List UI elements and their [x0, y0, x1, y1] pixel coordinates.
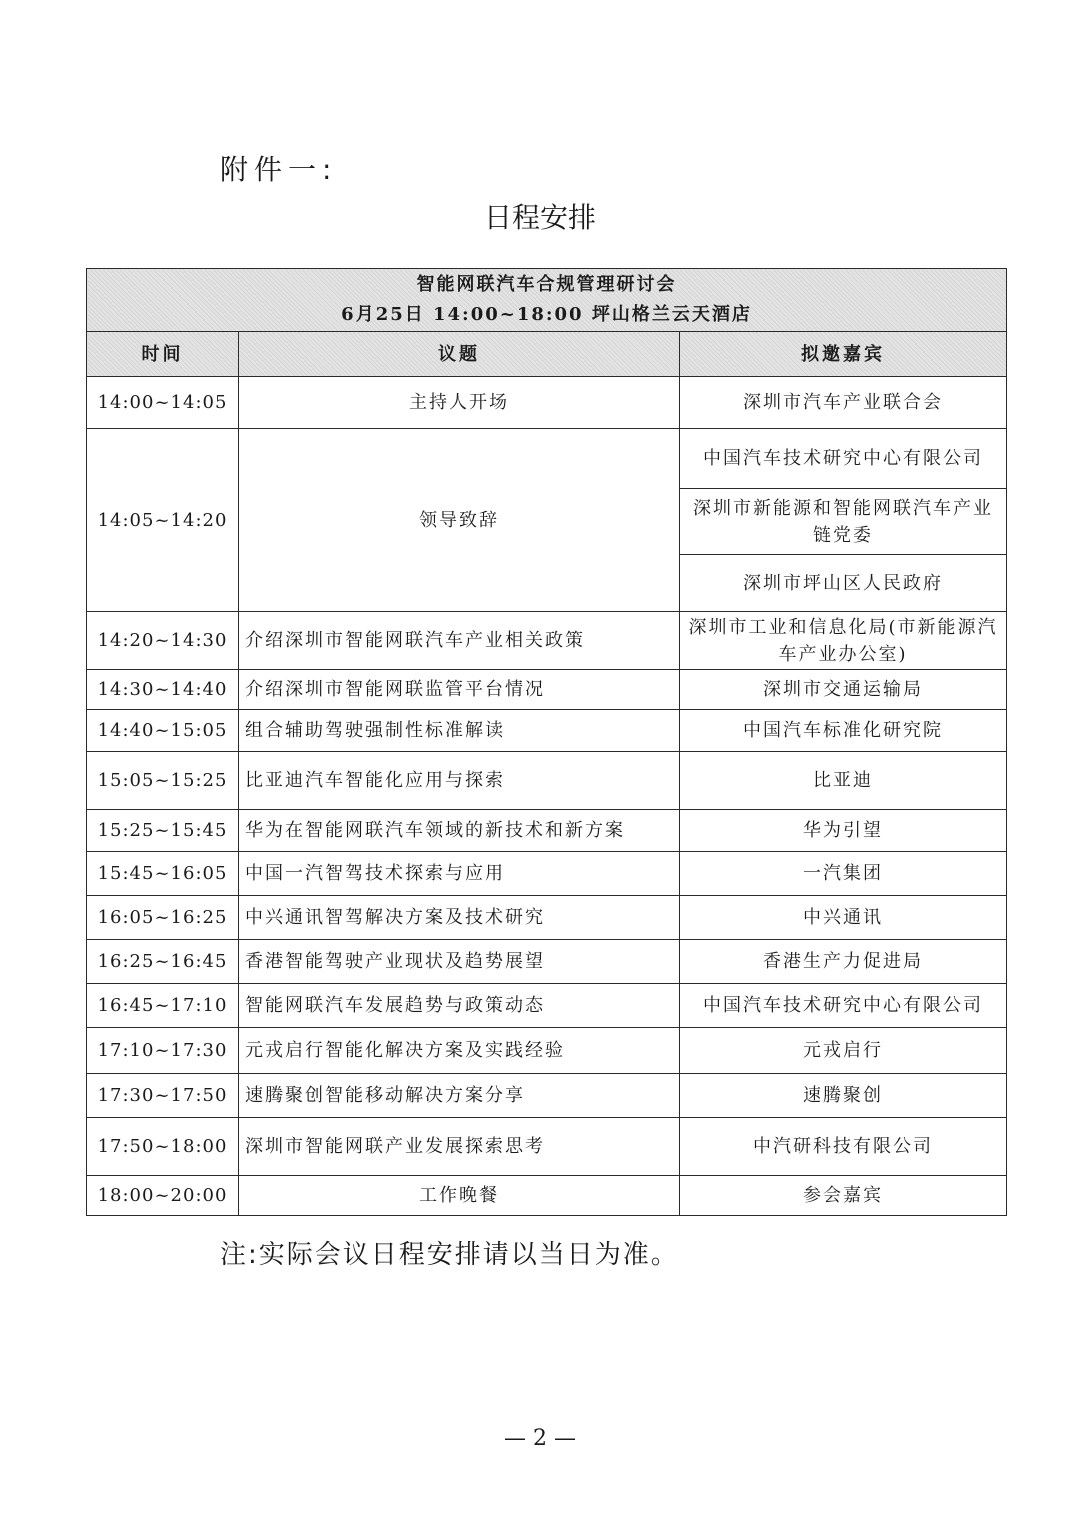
topic-cell: 比亚迪汽车智能化应用与探索: [239, 752, 680, 810]
guest-cell: 元戎启行: [680, 1028, 1007, 1074]
guest-cell: 速腾聚创: [680, 1074, 1007, 1118]
footnote: 注:实际会议日程安排请以当日为准。: [220, 1240, 679, 1270]
guest-cell: 深圳市交通运输局: [680, 670, 1007, 710]
table-row: [87, 752, 1007, 810]
guest-cell: 深圳市新能源和智能网联汽车产业链党委: [680, 489, 1007, 555]
column-header-guest: 拟邀嘉宾: [680, 332, 1007, 377]
topic-cell: 速腾聚创智能移动解决方案分享: [239, 1074, 680, 1118]
page-title: 日程安排: [483, 201, 596, 234]
topic-cell: 香港智能驾驶产业现状及趋势展望: [239, 940, 680, 984]
attachment-label: 附件一:: [220, 153, 338, 186]
topic-cell: 华为在智能网联汽车领域的新技术和新方案: [239, 810, 680, 852]
table-row: [87, 940, 1007, 984]
table-row: [87, 612, 1007, 670]
schedule-table: [86, 268, 1007, 1216]
topic-cell: 介绍深圳市智能网联汽车产业相关政策: [239, 612, 680, 670]
time-cell: 15:05~15:25: [87, 752, 239, 810]
event-header-row: [87, 269, 1007, 332]
time-cell: 17:50~18:00: [87, 1118, 239, 1176]
time-cell: 14:30~14:40: [87, 670, 239, 710]
table-row: [87, 1028, 1007, 1074]
topic-cell: 元戎启行智能化解决方案及实践经验: [239, 1028, 680, 1074]
table-row: [87, 1176, 1007, 1216]
guest-cell: 中兴通讯: [680, 896, 1007, 940]
time-cell: 16:25~16:45: [87, 940, 239, 984]
topic-cell: 领导致辞: [239, 429, 680, 612]
table-row: [87, 1118, 1007, 1176]
event-header: [87, 269, 1007, 332]
page-number: — 2 —: [504, 1426, 576, 1451]
table-row: [87, 670, 1007, 710]
guest-cell: 一汽集团: [680, 852, 1007, 896]
time-cell: 14:05~14:20: [87, 429, 239, 612]
event-name: 智能网联汽车合规管理研讨会: [416, 274, 677, 295]
guest-cell: 深圳市汽车产业联合会: [680, 377, 1007, 429]
table-row: [87, 984, 1007, 1028]
topic-cell: 介绍深圳市智能网联监管平台情况: [239, 670, 680, 710]
guest-cell: 深圳市坪山区人民政府: [680, 555, 1007, 612]
topic-cell: 智能网联汽车发展趋势与政策动态: [239, 984, 680, 1028]
table-row: [87, 710, 1007, 752]
time-cell: 14:00~14:05: [87, 377, 239, 429]
time-cell: 14:20~14:30: [87, 612, 239, 670]
topic-cell: 深圳市智能网联产业发展探索思考: [239, 1118, 680, 1176]
table-row: [87, 429, 1007, 489]
time-cell: 17:10~17:30: [87, 1028, 239, 1074]
event-details: 6月25日 14:00~18:00 坪山格兰云天酒店: [341, 304, 752, 325]
topic-cell: 组合辅助驾驶强制性标准解读: [239, 710, 680, 752]
table-row: [87, 1074, 1007, 1118]
time-cell: 14:40~15:05: [87, 710, 239, 752]
guest-cell: 深圳市工业和信息化局(市新能源汽车产业办公室): [680, 612, 1007, 670]
table-row: [87, 810, 1007, 852]
guest-cell: 参会嘉宾: [680, 1176, 1007, 1216]
time-cell: 15:45~16:05: [87, 852, 239, 896]
table-row: [87, 896, 1007, 940]
topic-cell: 工作晚餐: [239, 1176, 680, 1216]
topic-cell: 主持人开场: [239, 377, 680, 429]
guest-cell: 中国汽车标准化研究院: [680, 710, 1007, 752]
guest-cell: 华为引望: [680, 810, 1007, 852]
table-row: [87, 852, 1007, 896]
guest-cell: 中国汽车技术研究中心有限公司: [680, 984, 1007, 1028]
guest-cell: 比亚迪: [680, 752, 1007, 810]
column-header-row: [87, 332, 1007, 377]
time-cell: 18:00~20:00: [87, 1176, 239, 1216]
topic-cell: 中兴通讯智驾解决方案及技术研究: [239, 896, 680, 940]
time-cell: 15:25~15:45: [87, 810, 239, 852]
guest-cell: 中汽研科技有限公司: [680, 1118, 1007, 1176]
topic-cell: 中国一汽智驾技术探索与应用: [239, 852, 680, 896]
guest-cell: 香港生产力促进局: [680, 940, 1007, 984]
column-header-time: 时间: [87, 332, 239, 377]
column-header-topic: 议题: [239, 332, 680, 377]
time-cell: 16:45~17:10: [87, 984, 239, 1028]
time-cell: 16:05~16:25: [87, 896, 239, 940]
time-cell: 17:30~17:50: [87, 1074, 239, 1118]
guest-cell: 中国汽车技术研究中心有限公司: [680, 429, 1007, 489]
table-row: [87, 377, 1007, 429]
